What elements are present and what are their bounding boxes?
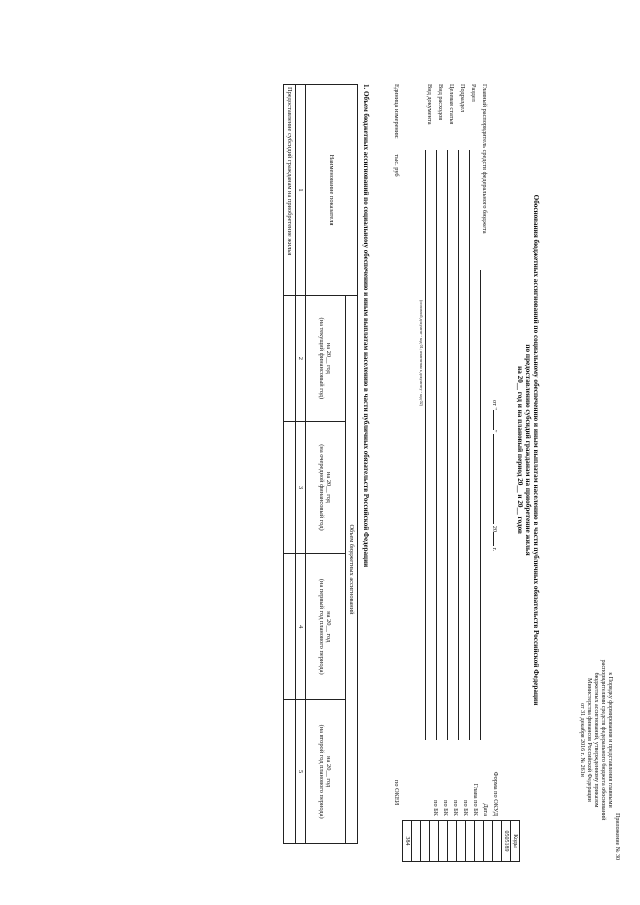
appendix-line: от 31 декабря 2016 г. № 261н	[579, 703, 585, 777]
unit-label: Единица измерения:	[393, 84, 400, 139]
field-section: Раздел	[470, 84, 477, 102]
okei-code: 384	[403, 821, 412, 862]
col-number: 4	[296, 554, 306, 700]
group-header: Объем бюджетных ассигнований	[346, 296, 358, 844]
date-line	[491, 400, 498, 551]
col-header-next: на 20__ год (на очередной финансовый год)	[306, 421, 346, 554]
appendix-number: Приложение № 30	[614, 813, 620, 860]
fields-block	[424, 84, 490, 234]
code-cell	[412, 821, 421, 862]
field-line	[458, 150, 459, 740]
col-header-plan1: на 20__ год (на первый год планового периода)	[306, 554, 346, 700]
field-main-manager: Главный распорядитель средств федерального бюджета	[481, 84, 488, 234]
unit-value: тыс. руб	[393, 154, 400, 177]
row-label: Предоставление субсидий гражданам на приобретение жилья	[284, 85, 296, 296]
okud-label: Форма по ОКУД	[492, 771, 499, 816]
appendix-line: Министерства финансов Российской Федерации	[586, 678, 592, 802]
okei-label: по ОКЕИ	[393, 780, 400, 806]
title-line-1: Обоснования бюджетных ассигнований по социальному обеспечению и иным выплатам населению в части публичных обязательств Российской Федерации	[532, 194, 540, 706]
section-heading: 1. Объем бюджетных ассигнований по социальному обеспечению и иным выплатам населению в части публичных обязательств Российской Федерации	[362, 84, 370, 568]
appendix-line: к Порядку формирования и представления главными	[607, 672, 613, 808]
col-header-plan2: на 20__ год (на второй год планового периода)	[306, 700, 346, 844]
col-name-header: Наименование показателя	[306, 85, 358, 296]
code-cell	[493, 821, 502, 862]
document-title	[516, 40, 540, 860]
date-from: от	[491, 400, 498, 406]
col-number: 3	[296, 421, 306, 554]
code-cell	[475, 821, 484, 862]
field-document-type: Вид документа	[426, 84, 433, 125]
field-line	[469, 150, 470, 740]
appendix-line: распорядителями средств федерального бюджета обоснований	[600, 659, 606, 821]
code-cell	[430, 821, 439, 862]
code-cell	[466, 821, 475, 862]
code-cell	[448, 821, 457, 862]
codes-header: Коды	[511, 821, 520, 862]
date-quote-close: "	[491, 429, 498, 433]
doc-type-hint: (основной документ - код 01; изменения к документу - код 02)	[419, 300, 424, 406]
field-target-item: Целевая статья	[448, 84, 455, 125]
date-suffix: г.	[491, 547, 498, 552]
appendix-line: бюджетных ассигнований, утвержденному приказом	[593, 672, 599, 808]
col-header-current: на 20__ год (на текущий финансовый год)	[306, 296, 346, 422]
appendix-block	[578, 620, 620, 860]
field-line	[425, 150, 426, 740]
code-labels	[430, 740, 500, 816]
code-cell	[421, 821, 430, 862]
title-line-3: на 20__ год и на плановый период 20__ и 20__ годов	[516, 366, 524, 534]
date-label: Дата	[482, 803, 489, 816]
code-cell	[484, 821, 493, 862]
bk-label: по БК	[462, 800, 469, 816]
budget-table	[283, 84, 358, 844]
bk-label: по БК	[452, 800, 459, 816]
bk-label: по БК	[442, 800, 449, 816]
field-line	[436, 150, 437, 740]
date-quote-open: "	[491, 407, 498, 410]
table-cell	[284, 421, 296, 554]
col-number: 1	[296, 85, 306, 296]
code-cell	[457, 821, 466, 862]
codes-table	[402, 820, 520, 862]
date-year: 20	[491, 525, 498, 533]
table-cell	[284, 296, 296, 422]
table-cell	[284, 554, 296, 700]
title-line-2: по предоставлению субсидий гражданам на приобретение жилья	[524, 344, 532, 556]
field-line	[447, 150, 448, 740]
col-number: 2	[296, 296, 306, 422]
table-cell	[284, 700, 296, 844]
field-subsection: Подраздел	[459, 84, 466, 113]
unit-line	[393, 84, 400, 177]
bk-label: по БК	[432, 800, 439, 816]
code-cell	[439, 821, 448, 862]
field-line	[480, 270, 481, 740]
okud-code: 0505189	[502, 821, 511, 862]
col-number: 5	[296, 700, 306, 844]
chapter-label: Глава по БК	[472, 783, 479, 816]
field-expense-type: Вид расходов	[437, 84, 444, 121]
